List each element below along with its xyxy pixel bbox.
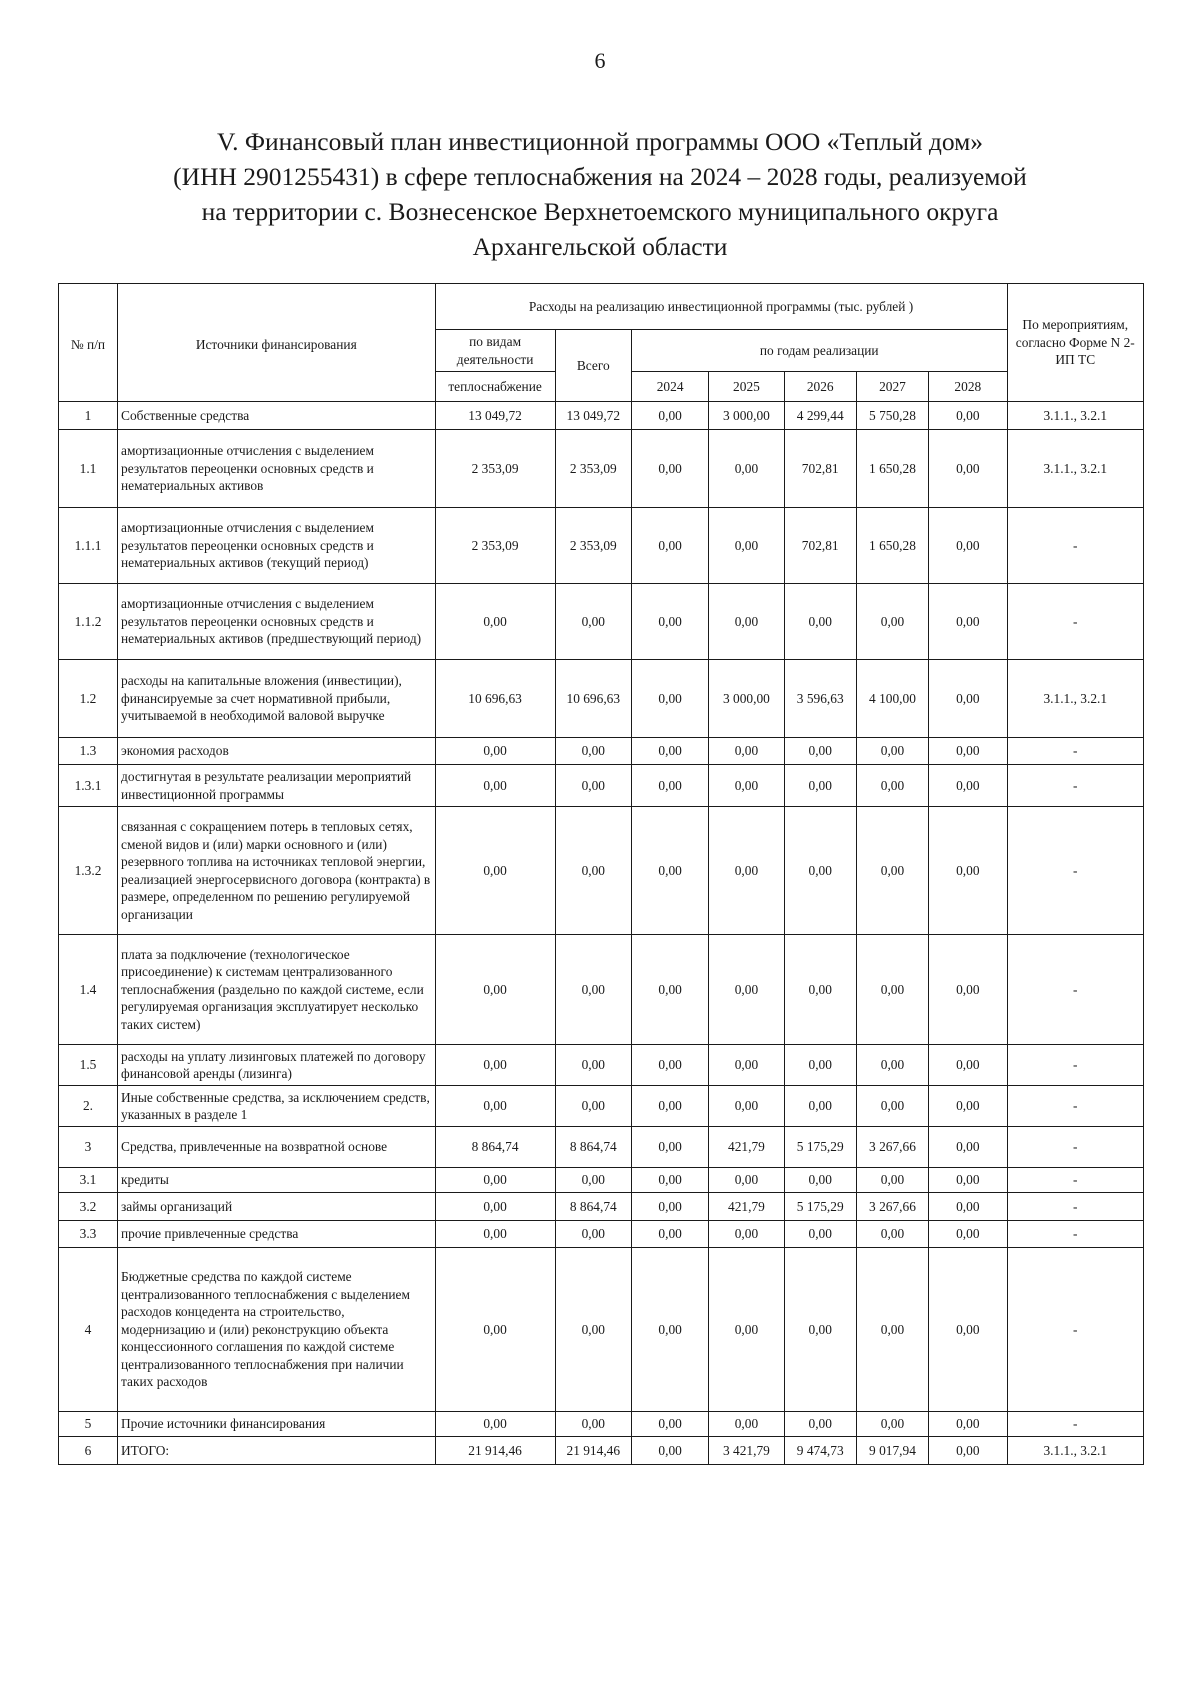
cell-num: 2.	[59, 1086, 118, 1127]
cell-year-2025: 3 421,79	[709, 1437, 784, 1465]
cell-year-2028: 0,00	[929, 765, 1007, 807]
cell-year-2027: 0,00	[856, 1086, 928, 1127]
cell-year-2025: 0,00	[709, 1045, 784, 1086]
cell-heat-supply: 2 353,09	[435, 508, 555, 584]
cell-heat-supply: 0,00	[435, 935, 555, 1045]
cell-total: 21 914,46	[555, 1437, 631, 1465]
cell-source: связанная с сокращением потерь в тепловых сетях, сменой видов и (или) марки основного и (или) резервного топлива на источниках тепловой энергии, реализацией энергосервисного договора (контракта) в размере, определенном по решению регулируемой организации	[118, 807, 436, 935]
cell-year-2024: 0,00	[631, 1045, 708, 1086]
cell-year-2024: 0,00	[631, 1248, 708, 1412]
cell-events: 3.1.1., 3.2.1	[1007, 1437, 1143, 1465]
cell-year-2027: 0,00	[856, 1045, 928, 1086]
cell-year-2024: 0,00	[631, 765, 708, 807]
header-year: 2025	[709, 372, 784, 402]
title-line: Архангельской области	[472, 232, 728, 261]
cell-heat-supply: 0,00	[435, 1248, 555, 1412]
cell-source: экономия расходов	[118, 738, 436, 765]
cell-year-2025: 421,79	[709, 1127, 784, 1168]
cell-source: Прочие источники финансирования	[118, 1412, 436, 1437]
cell-year-2026: 0,00	[784, 738, 856, 765]
cell-year-2025: 0,00	[709, 935, 784, 1045]
table-body	[59, 402, 1144, 1465]
cell-year-2026: 4 299,44	[784, 402, 856, 430]
cell-year-2025: 0,00	[709, 807, 784, 935]
cell-year-2028: 0,00	[929, 430, 1007, 508]
cell-year-2026: 0,00	[784, 807, 856, 935]
cell-year-2025: 0,00	[709, 508, 784, 584]
cell-num: 1.1.2	[59, 584, 118, 660]
header-by-activity: по видам деятельности	[435, 330, 555, 372]
cell-year-2024: 0,00	[631, 1412, 708, 1437]
cell-year-2025: 421,79	[709, 1193, 784, 1221]
cell-year-2025: 3 000,00	[709, 402, 784, 430]
cell-num: 4	[59, 1248, 118, 1412]
cell-source: Собственные средства	[118, 402, 436, 430]
header-by-years: по годам реализации	[631, 330, 1007, 372]
cell-heat-supply: 10 696,63	[435, 660, 555, 738]
cell-source: амортизационные отчисления с выделением результатов переоценки основных средств и нематериальных активов	[118, 430, 436, 508]
cell-num: 1.2	[59, 660, 118, 738]
cell-events: -	[1007, 1193, 1143, 1221]
table-row	[59, 1086, 1144, 1127]
cell-year-2024: 0,00	[631, 1437, 708, 1465]
cell-year-2024: 0,00	[631, 660, 708, 738]
cell-total: 0,00	[555, 935, 631, 1045]
cell-source: Средства, привлеченные на возвратной основе	[118, 1127, 436, 1168]
cell-year-2028: 0,00	[929, 1127, 1007, 1168]
cell-year-2025: 0,00	[709, 1168, 784, 1193]
cell-events: -	[1007, 1221, 1143, 1248]
title-line: на территории с. Вознесенское Верхнетоемского муниципального округа	[201, 197, 999, 226]
cell-source: расходы на уплату лизинговых платежей по договору финансовой аренды (лизинга)	[118, 1045, 436, 1086]
cell-total: 0,00	[555, 1086, 631, 1127]
cell-heat-supply: 8 864,74	[435, 1127, 555, 1168]
cell-year-2027: 9 017,94	[856, 1437, 928, 1465]
cell-year-2026: 0,00	[784, 1221, 856, 1248]
cell-total: 10 696,63	[555, 660, 631, 738]
cell-year-2027: 0,00	[856, 935, 928, 1045]
cell-year-2024: 0,00	[631, 1127, 708, 1168]
cell-source: достигнутая в результате реализации мероприятий инвестиционной программы	[118, 765, 436, 807]
cell-events: -	[1007, 1086, 1143, 1127]
cell-year-2028: 0,00	[929, 935, 1007, 1045]
cell-year-2027: 0,00	[856, 1221, 928, 1248]
cell-events: -	[1007, 1412, 1143, 1437]
cell-total: 8 864,74	[555, 1127, 631, 1168]
cell-total: 8 864,74	[555, 1193, 631, 1221]
header-source: Источники финансирования	[118, 284, 436, 402]
table-row	[59, 660, 1144, 738]
cell-source: расходы на капитальные вложения (инвестиции), финансируемые за счет нормативной прибыли, учитываемой в необходимой валовой выручке	[118, 660, 436, 738]
cell-total: 0,00	[555, 765, 631, 807]
cell-year-2025: 0,00	[709, 738, 784, 765]
cell-year-2026: 0,00	[784, 584, 856, 660]
cell-heat-supply: 13 049,72	[435, 402, 555, 430]
page-number: 6	[594, 48, 606, 73]
title-line: V. Финансовый план инвестиционной программы ООО «Теплый дом»	[216, 127, 983, 156]
cell-year-2025: 0,00	[709, 765, 784, 807]
header-expenses: Расходы на реализацию инвестиционной программы (тыс. рублей )	[435, 284, 1007, 330]
cell-num: 6	[59, 1437, 118, 1465]
cell-num: 3	[59, 1127, 118, 1168]
cell-year-2024: 0,00	[631, 430, 708, 508]
cell-year-2027: 1 650,28	[856, 430, 928, 508]
cell-source: займы организаций	[118, 1193, 436, 1221]
cell-year-2026: 702,81	[784, 508, 856, 584]
header-year: 2024	[631, 372, 708, 402]
cell-source: Бюджетные средства по каждой системе централизованного теплоснабжения с выделением расходов концедента на строительство, модернизацию и (или) реконструкцию объекта концессионного соглашения по каждой системе централизованного теплоснабжения при наличии таких расходов	[118, 1248, 436, 1412]
cell-year-2025: 0,00	[709, 1086, 784, 1127]
cell-heat-supply: 0,00	[435, 1221, 555, 1248]
cell-year-2027: 1 650,28	[856, 508, 928, 584]
cell-heat-supply: 0,00	[435, 1086, 555, 1127]
cell-year-2028: 0,00	[929, 508, 1007, 584]
cell-year-2026: 3 596,63	[784, 660, 856, 738]
table-row	[59, 765, 1144, 807]
cell-year-2026: 0,00	[784, 1045, 856, 1086]
table-row	[59, 584, 1144, 660]
cell-year-2028: 0,00	[929, 738, 1007, 765]
cell-year-2026: 0,00	[784, 765, 856, 807]
cell-year-2026: 0,00	[784, 1168, 856, 1193]
cell-year-2024: 0,00	[631, 584, 708, 660]
cell-year-2028: 0,00	[929, 584, 1007, 660]
cell-heat-supply: 0,00	[435, 765, 555, 807]
table-row	[59, 402, 1144, 430]
cell-year-2024: 0,00	[631, 807, 708, 935]
cell-num: 1.1.1	[59, 508, 118, 584]
cell-total: 2 353,09	[555, 430, 631, 508]
table-row	[59, 1127, 1144, 1168]
cell-year-2027: 0,00	[856, 765, 928, 807]
table-row	[59, 508, 1144, 584]
cell-heat-supply: 0,00	[435, 584, 555, 660]
cell-heat-supply: 0,00	[435, 1045, 555, 1086]
header-year: 2028	[929, 372, 1007, 402]
cell-heat-supply: 0,00	[435, 738, 555, 765]
cell-year-2026: 5 175,29	[784, 1193, 856, 1221]
cell-year-2025: 0,00	[709, 1412, 784, 1437]
cell-year-2027: 0,00	[856, 807, 928, 935]
cell-heat-supply: 21 914,46	[435, 1437, 555, 1465]
cell-num: 3.2	[59, 1193, 118, 1221]
cell-year-2025: 3 000,00	[709, 660, 784, 738]
cell-num: 1.1	[59, 430, 118, 508]
cell-num: 1.3.2	[59, 807, 118, 935]
title-line: (ИНН 2901255431) в сфере теплоснабжения на 2024 – 2028 годы, реализуемой	[173, 162, 1027, 191]
cell-num: 5	[59, 1412, 118, 1437]
cell-num: 1.4	[59, 935, 118, 1045]
cell-year-2028: 0,00	[929, 1437, 1007, 1465]
cell-source: амортизационные отчисления с выделением результатов переоценки основных средств и нематериальных активов (предшествующий период)	[118, 584, 436, 660]
table-row	[59, 1045, 1144, 1086]
cell-year-2024: 0,00	[631, 508, 708, 584]
table-row	[59, 1248, 1144, 1412]
table-row	[59, 1168, 1144, 1193]
cell-total: 0,00	[555, 738, 631, 765]
financial-plan-table	[58, 283, 1144, 1465]
document-title	[110, 124, 1090, 264]
cell-num: 1.5	[59, 1045, 118, 1086]
cell-year-2024: 0,00	[631, 1168, 708, 1193]
cell-total: 2 353,09	[555, 508, 631, 584]
table-row	[59, 1437, 1144, 1465]
cell-heat-supply: 0,00	[435, 1412, 555, 1437]
cell-source: прочие привлеченные средства	[118, 1221, 436, 1248]
cell-year-2028: 0,00	[929, 1193, 1007, 1221]
cell-total: 0,00	[555, 807, 631, 935]
cell-events: -	[1007, 1127, 1143, 1168]
cell-events: -	[1007, 584, 1143, 660]
cell-source: Иные собственные средства, за исключением средств, указанных в разделе 1	[118, 1086, 436, 1127]
cell-year-2026: 5 175,29	[784, 1127, 856, 1168]
cell-year-2028: 0,00	[929, 1168, 1007, 1193]
cell-year-2028: 0,00	[929, 1412, 1007, 1437]
cell-year-2025: 0,00	[709, 430, 784, 508]
table-row	[59, 1412, 1144, 1437]
cell-heat-supply: 2 353,09	[435, 430, 555, 508]
cell-year-2027: 3 267,66	[856, 1193, 928, 1221]
cell-year-2024: 0,00	[631, 738, 708, 765]
cell-total: 0,00	[555, 1248, 631, 1412]
cell-events: -	[1007, 765, 1143, 807]
cell-year-2027: 0,00	[856, 738, 928, 765]
cell-events: 3.1.1., 3.2.1	[1007, 430, 1143, 508]
cell-year-2028: 0,00	[929, 1045, 1007, 1086]
cell-events: 3.1.1., 3.2.1	[1007, 402, 1143, 430]
header-events: По мероприятиям, согласно Форме N 2-ИП ТС	[1007, 284, 1143, 402]
cell-year-2026: 0,00	[784, 1412, 856, 1437]
cell-year-2024: 0,00	[631, 1086, 708, 1127]
table-row	[59, 1193, 1144, 1221]
cell-year-2027: 0,00	[856, 584, 928, 660]
cell-total: 0,00	[555, 1221, 631, 1248]
cell-num: 1.3	[59, 738, 118, 765]
table-row	[59, 807, 1144, 935]
cell-year-2028: 0,00	[929, 1221, 1007, 1248]
cell-year-2025: 0,00	[709, 584, 784, 660]
cell-total: 0,00	[555, 1168, 631, 1193]
cell-year-2028: 0,00	[929, 1086, 1007, 1127]
cell-year-2028: 0,00	[929, 807, 1007, 935]
cell-year-2026: 702,81	[784, 430, 856, 508]
cell-events: -	[1007, 1045, 1143, 1086]
cell-year-2024: 0,00	[631, 1221, 708, 1248]
cell-year-2024: 0,00	[631, 402, 708, 430]
header-year: 2027	[856, 372, 928, 402]
cell-total: 0,00	[555, 1045, 631, 1086]
cell-year-2024: 0,00	[631, 1193, 708, 1221]
cell-source: амортизационные отчисления с выделением результатов переоценки основных средств и нематериальных активов (текущий период)	[118, 508, 436, 584]
cell-year-2028: 0,00	[929, 660, 1007, 738]
header-num: № п/п	[59, 284, 118, 402]
cell-num: 3.3	[59, 1221, 118, 1248]
cell-year-2027: 5 750,28	[856, 402, 928, 430]
cell-num: 1.3.1	[59, 765, 118, 807]
cell-source: плата за подключение (технологическое присоединение) к системам централизованного теплоснабжения (раздельно по каждой системе, если регулируемая организация эксплуатирует несколько таких систем)	[118, 935, 436, 1045]
cell-year-2027: 0,00	[856, 1412, 928, 1437]
cell-events: -	[1007, 935, 1143, 1045]
cell-num: 3.1	[59, 1168, 118, 1193]
cell-total: 0,00	[555, 1412, 631, 1437]
cell-year-2027: 0,00	[856, 1168, 928, 1193]
cell-events: -	[1007, 738, 1143, 765]
table-row	[59, 1221, 1144, 1248]
cell-events: 3.1.1., 3.2.1	[1007, 660, 1143, 738]
table-row	[59, 738, 1144, 765]
table-row	[59, 430, 1144, 508]
cell-year-2026: 0,00	[784, 1086, 856, 1127]
cell-year-2026: 0,00	[784, 1248, 856, 1412]
cell-year-2024: 0,00	[631, 935, 708, 1045]
cell-total: 0,00	[555, 584, 631, 660]
cell-events: -	[1007, 807, 1143, 935]
cell-events: -	[1007, 1248, 1143, 1412]
cell-year-2025: 0,00	[709, 1248, 784, 1412]
cell-year-2026: 9 474,73	[784, 1437, 856, 1465]
cell-source: кредиты	[118, 1168, 436, 1193]
table-row	[59, 935, 1144, 1045]
cell-total: 13 049,72	[555, 402, 631, 430]
cell-num: 1	[59, 402, 118, 430]
cell-year-2027: 4 100,00	[856, 660, 928, 738]
cell-year-2028: 0,00	[929, 1248, 1007, 1412]
cell-events: -	[1007, 508, 1143, 584]
header-year: 2026	[784, 372, 856, 402]
header-total: Всего	[555, 330, 631, 402]
cell-events: -	[1007, 1168, 1143, 1193]
cell-year-2026: 0,00	[784, 935, 856, 1045]
cell-heat-supply: 0,00	[435, 807, 555, 935]
cell-source: ИТОГО:	[118, 1437, 436, 1465]
cell-year-2025: 0,00	[709, 1221, 784, 1248]
cell-heat-supply: 0,00	[435, 1168, 555, 1193]
cell-heat-supply: 0,00	[435, 1193, 555, 1221]
header-heat-supply: теплоснабжение	[435, 372, 555, 402]
cell-year-2027: 3 267,66	[856, 1127, 928, 1168]
cell-year-2027: 0,00	[856, 1248, 928, 1412]
cell-year-2028: 0,00	[929, 402, 1007, 430]
